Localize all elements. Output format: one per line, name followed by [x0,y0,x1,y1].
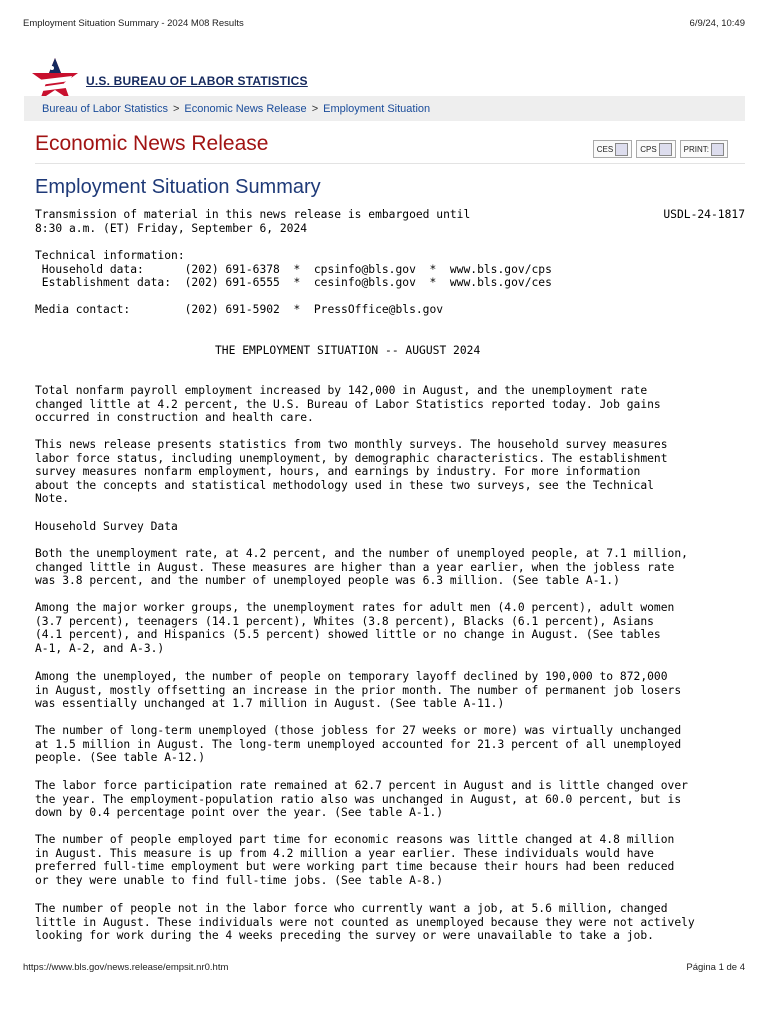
breadcrumb-news-release[interactable]: Economic News Release [184,102,307,115]
section-heading-household: Household Survey Data [35,520,178,533]
usdl-number: USDL-24-1817 [663,208,745,221]
breadcrumb-separator: > [172,102,180,115]
paragraph-worker-groups: Among the major worker groups, the unemployment rates for adult men (4.0 percent), adult women (3.7 percent), teenagers (14.1 percent), Whites (3.8 percent), Blacks (6.1 percent), Asians (4.1 percent), and Hispanics (5.5 percent) showed little or no change in August. (See tables A-1, A-2, and A-3.) [35,601,675,655]
pdf-icon [659,143,672,156]
print-page-number: Página 1 de 4 [686,962,745,973]
paragraph-not-in-labor-force: The number of people not in the labor force who currently want a job, at 5.6 million, changed little in August. These individuals were not counted as unemployed because they were not actively looking for work during the 4 weeks preceding the survey or were unavailable to take a job. [35,902,695,943]
divider [35,163,745,164]
paragraph-summary: Total nonfarm payroll employment increased by 142,000 in August, and the unemployment rate changed little at 4.2 percent, the U.S. Bureau of Labor Statistics reported today. Job gains occurred in construction and health care. [35,384,661,425]
contact-info: Technical information: Household data: (202) 691-6378 * cpsinfo@bls.gov * www.bls.gov/cps Establishment data: (202) 691-6555 * cesinfo@bls.gov * www.bls.gov/ces Media contact: (202) 691-5902 * PressOffice@bls.gov [35,249,552,317]
breadcrumb [24,96,745,121]
cps-pdf-button[interactable] [636,140,675,158]
embargo-notice: Transmission of material in this news release is embargoed until 8:30 a.m. (ET) Friday, September 6, 2024 [35,208,471,235]
paragraph-layoffs: Among the unemployed, the number of people on temporary layoff declined by 190,000 to 872,000 in August, mostly offsetting an increase in the prior month. The number of permanent job losers was essentially unchanged at 1.7 million in August. (See table A-11.) [35,670,682,711]
paragraph-surveys: This news release presents statistics from two monthly surveys. The household survey measures labor force status, including unemployment, by demographic characteristics. The establishment survey measures nonfarm employment, hours, and earnings by industry. For more information about the concepts and statistical methodology used in these two surveys, see the Technical Note. [35,438,668,506]
page-title: Employment Situation Summary [35,176,321,198]
ces-pdf-button[interactable] [593,140,632,158]
release-heading: THE EMPLOYMENT SITUATION -- AUGUST 2024 [215,344,481,357]
paragraph-unemployment: Both the unemployment rate, at 4.2 percent, and the number of unemployed people, at 7.1 million, changed little in August. These measures are higher than a year earlier, when the jobless rate was 3.8 percent, and the number of unemployed people was 6.3 million. (See table A-1.) [35,547,688,588]
print-button[interactable] [680,140,728,158]
pdf-icon [615,143,628,156]
print-footer [23,962,745,973]
printer-icon [711,143,724,156]
print-header [23,18,745,29]
breadcrumb-bls[interactable]: Bureau of Labor Statistics [42,102,168,115]
agency-name-link[interactable]: U.S. BUREAU OF LABOR STATISTICS [86,74,308,88]
breadcrumb-separator: > [311,102,319,115]
print-page-title: Employment Situation Summary - 2024 M08 Results [23,18,244,29]
release-tools [593,140,728,158]
print-url: https://www.bls.gov/news.release/empsit.nr0.htm [23,962,229,973]
cps-label: CPS [640,144,657,154]
breadcrumb-employment-situation[interactable]: Employment Situation [323,102,431,115]
paragraph-part-time: The number of people employed part time for economic reasons was little changed at 4.8 million in August. This measure is up from 4.2 million a year earlier. These individuals would have preferred full-time employment but were working part time because their hours had been reduced or they were unable to find full-time jobs. (See table A-8.) [35,833,675,887]
section-title: Economic News Release [35,132,269,155]
print-label: PRINT: [683,144,709,154]
paragraph-participation: The labor force participation rate remained at 62.7 percent in August and is little changed over the year. The employment-population ratio also was unchanged in August, at 60.0 percent, but is down by 0.4 percentage point over the year. (See table A-1.) [35,779,688,820]
ces-label: CES [596,144,614,154]
paragraph-long-term: The number of long-term unemployed (those jobless for 27 weeks or more) was virtually unchanged at 1.5 million in August. The long-term unemployed accounted for 21.3 percent of all unemployed people. (See table A-12.) [35,724,682,765]
print-datetime: 6/9/24, 10:49 [689,18,745,29]
